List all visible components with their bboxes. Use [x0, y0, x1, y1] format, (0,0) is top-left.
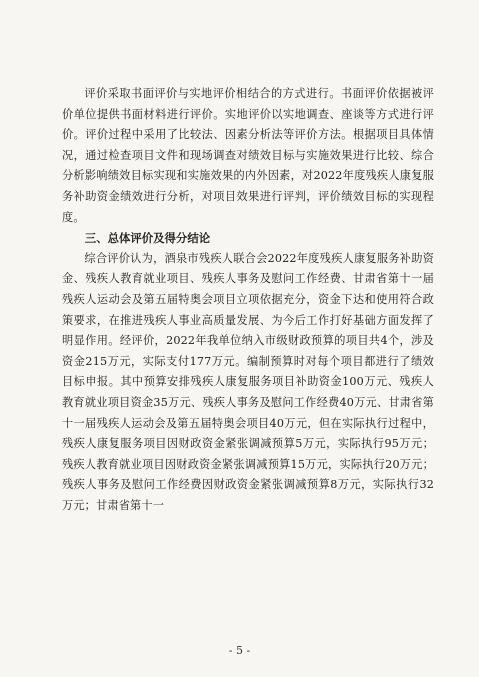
overall-evaluation-paragraph: 综合评价认为，酒泉市残疾人联合会2022年度残疾人康复服务补助资金、残疾人教育就业项目、残疾人事务及慰问工作经费、甘肃省第十一届残疾人运动会及第五届特奥会项目立项依据充分，资金下达和使用符合政策要求，在推进残疾人事业高质量发展、为今后工作打好基础方面发挥了明显作用。经评价，2022年我单位纳入市级财政预算的项目共4个，涉及资金215万元，实际支付177万元。编制预算时对每个项目都进行了绩效目标申报。其中预算安排残疾人康复服务项目补助资金100万元、残疾人教育就业项目资金35万元、残疾人事务及慰问工作经费40万元、甘肃省第十一届残疾人运动会及第五届特奥会项目40万元，但在实际执行过程中，残疾人康复服务项目因财政资金紧张调减预算5万元，实际执行95万元；残疾人教育就业项目因财政资金紧张调减预算15万元，实际执行20万元；残疾人事务及慰问工作经费因财政资金紧张调减预算8万元，实际执行32万元；甘肃省第十一 — [62, 251, 434, 512]
page-body — [62, 84, 434, 516]
section-heading: 三、总体评价及得分结论 — [84, 231, 211, 246]
evaluation-method-paragraph: 评价采取书面评价与实地评价相结合的方式进行。书面评价依据被评价单位提供书面材料进行评价。实地评价以实地调查、座谈等方式进行评价。评价过程中采用了比较法、因素分析法等评价方法。根据项目具体情况，通过检查项目文件和现场调查对绩效目标与实施效果进行比较、综合分析影响绩效目标实现和实施效果的内外因素，对2022年度残疾人康复服务补助资金绩效进行分析，对项目效果进行评判，评价绩效目标的实现程度。 — [62, 87, 434, 224]
page-number: - 5 - — [228, 644, 251, 657]
